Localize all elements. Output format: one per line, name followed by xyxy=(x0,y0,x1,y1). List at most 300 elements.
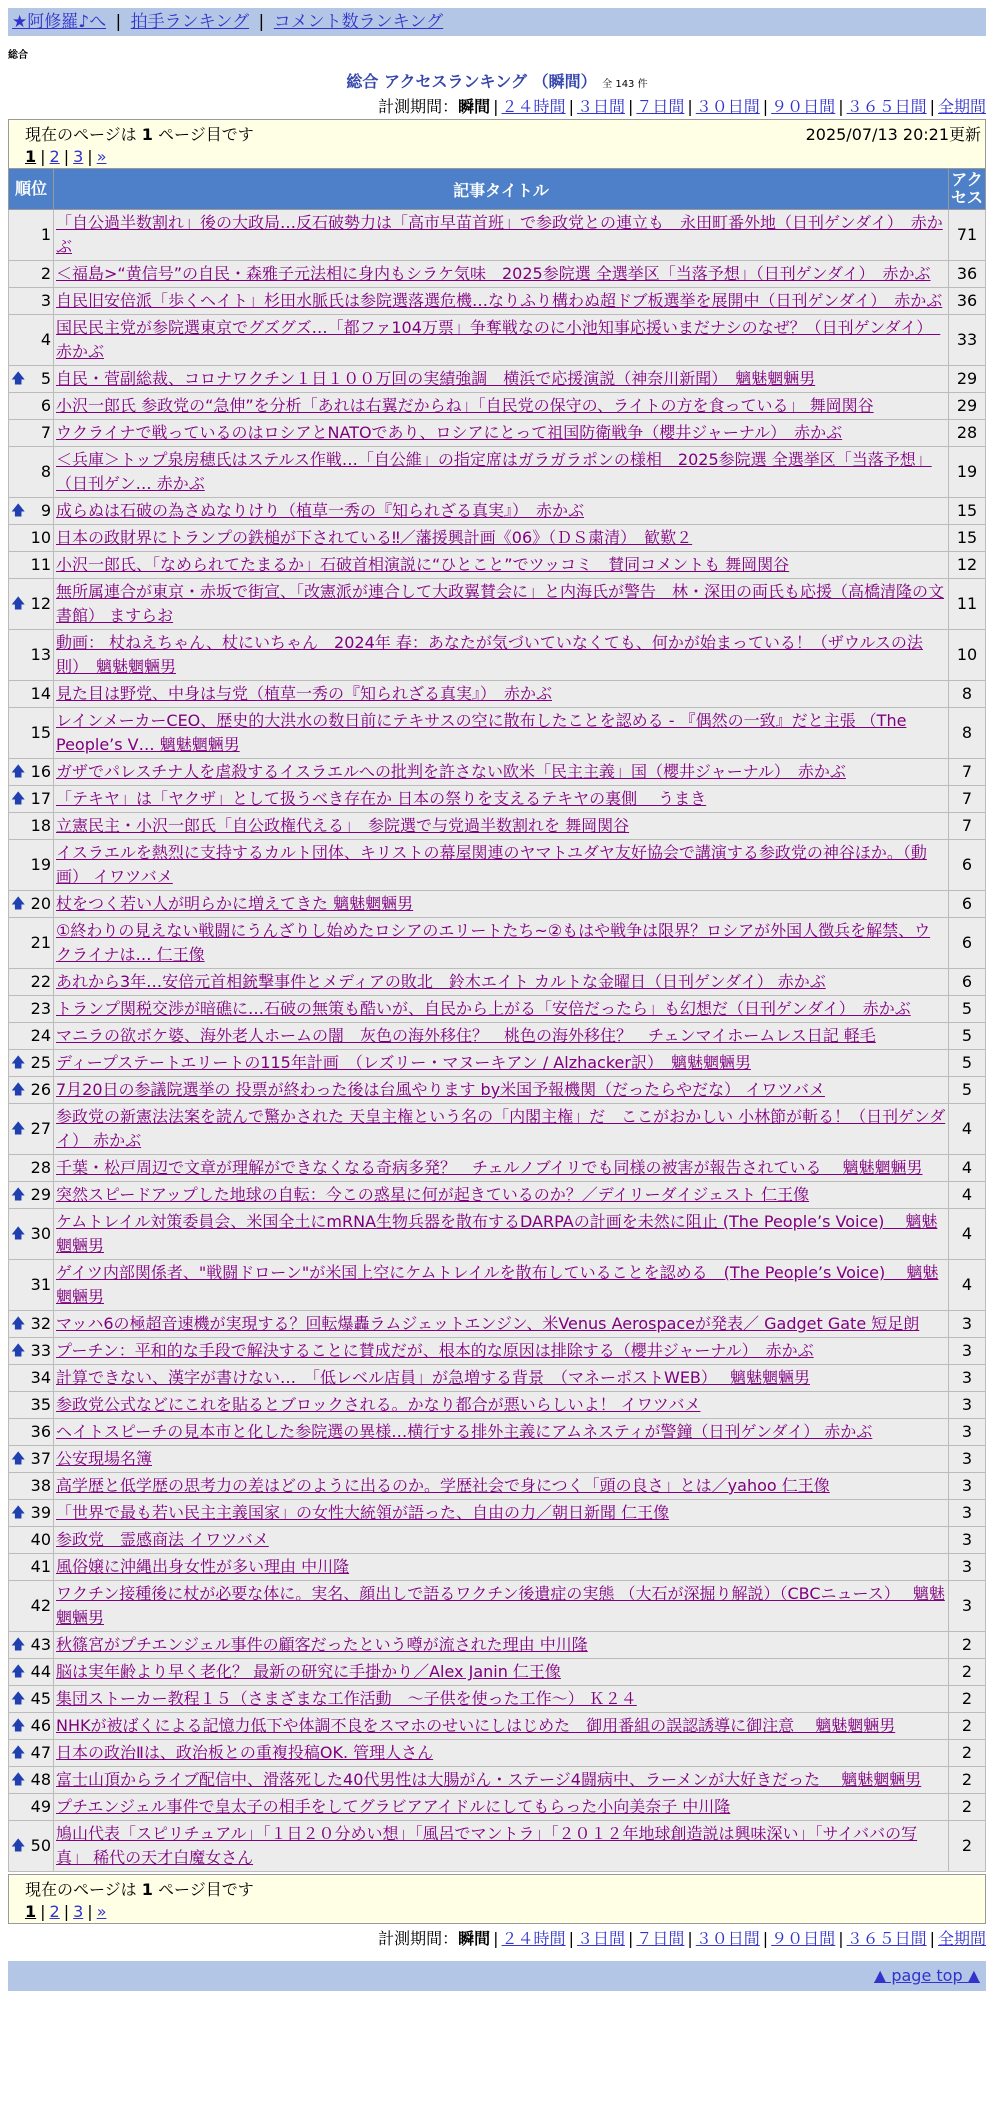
rank-up-icon: 🡅 xyxy=(11,1316,26,1332)
access-count: 2 xyxy=(949,1632,986,1659)
table-row xyxy=(9,393,986,420)
rank-cell xyxy=(9,1554,54,1581)
article-title-link[interactable]: ＜兵庫＞トップ泉房穂氏はステルス作戦…「自公維」の指定席はガラガラポンの様相 2025参院選 全選挙区「当落予想」（日刊ゲン… 赤かぶ xyxy=(56,450,932,493)
table-row xyxy=(9,1581,986,1632)
rank-cell xyxy=(9,759,54,786)
rank-number: 32 xyxy=(30,1314,51,1333)
period-separator: | xyxy=(929,97,935,116)
rank-number: 46 xyxy=(30,1716,51,1735)
page-link[interactable]: 3 xyxy=(73,147,84,166)
access-count: 28 xyxy=(949,420,986,447)
rank-cell xyxy=(9,1209,54,1260)
article-title-link[interactable]: 成らぬは石破の為さぬなりけり（植草一秀の『知られざる真実』） 赤かぶ xyxy=(56,501,585,520)
title-cell xyxy=(54,1182,949,1209)
title-cell xyxy=(54,813,949,840)
access-count: 3 xyxy=(949,1392,986,1419)
rank-up-icon: 🡅 xyxy=(11,1082,26,1098)
rank-cell xyxy=(9,1581,54,1632)
access-count: 6 xyxy=(949,969,986,996)
article-title-link[interactable]: プーチン：平和的な手段で解決することに賛成だが、根本的な原因は排除する（櫻井ジャーナル） 赤かぶ xyxy=(56,1341,814,1360)
next-page-link[interactable]: » xyxy=(96,147,107,166)
access-count: 3 xyxy=(949,1554,986,1581)
rank-number: 2 xyxy=(40,264,51,283)
article-title-link[interactable]: 集団ストーカー教程１５（さまざまな工作活動 ～子供を使った工作～） Ｋ２４ xyxy=(56,1689,637,1708)
article-title-link[interactable]: 脳は実年齢より早く老化？ 最新の研究に手掛かり／Alex Janin 仁王像 xyxy=(56,1662,561,1681)
page-top-link[interactable]: ▲ page top ▲ xyxy=(873,1966,980,1985)
rank-cell xyxy=(9,498,54,525)
title-cell xyxy=(54,1473,949,1500)
article-title-link[interactable]: ゲイツ内部関係者、"戦闘ドローン"が米国上空にケムトレイルを散布していることを認める (The People’s Voice) 魑魅魍魎男 xyxy=(56,1263,939,1306)
rank-cell xyxy=(9,1794,54,1821)
period-separator: | xyxy=(838,1929,844,1948)
table-row xyxy=(9,579,986,630)
access-count: 15 xyxy=(949,525,986,552)
title-cell xyxy=(54,1713,949,1740)
pagination xyxy=(25,147,985,166)
access-count: 6 xyxy=(949,891,986,918)
rank-number: 20 xyxy=(30,894,51,913)
access-count: 4 xyxy=(949,1209,986,1260)
rank-number: 31 xyxy=(30,1275,51,1294)
table-row xyxy=(9,1182,986,1209)
access-count: 2 xyxy=(949,1686,986,1713)
period-separator: | xyxy=(687,97,693,116)
article-title-link[interactable]: 参政党公式などにこれを貼るとブロックされる。かなり都合が悪いらしいよ！ イワツバメ xyxy=(56,1395,701,1414)
rank-cell xyxy=(9,813,54,840)
page-separator: | xyxy=(87,147,93,166)
title-cell xyxy=(54,1581,949,1632)
total-count: 全 143 件 xyxy=(602,79,648,90)
access-count: 3 xyxy=(949,1338,986,1365)
rank-up-icon: 🡅 xyxy=(11,1718,26,1734)
period-link[interactable]: ２４時間 xyxy=(501,1929,566,1948)
rank-up-icon: 🡅 xyxy=(11,371,26,387)
access-count: 11 xyxy=(949,579,986,630)
title-cell xyxy=(54,1821,949,1872)
access-count: 5 xyxy=(949,996,986,1023)
title-cell xyxy=(54,1392,949,1419)
article-title-link[interactable]: ワクチン接種後に杖が必要な体に。実名、顔出しで語るワクチン後遺症の実態 （大石が深掘り解説）（CBCニュース） 魑魅魍魎男 xyxy=(56,1584,945,1627)
access-count: 3 xyxy=(949,1527,986,1554)
rank-number: 45 xyxy=(30,1689,51,1708)
article-title-link[interactable]: 立憲民主・小沢一郎氏「自公政権代える」 参院選で与党過半数割れを 舞岡関谷 xyxy=(56,816,630,835)
article-title-link[interactable]: ①終わりの見えない戦闘にうんざりし始めたロシアのエリートたち~②もはや戦争は限界？ロシアが外国人徴兵を解禁、ウクライナは… 仁王像 xyxy=(56,921,931,964)
access-count: 7 xyxy=(949,759,986,786)
period-separator: | xyxy=(493,1929,499,1948)
rank-cell xyxy=(9,1740,54,1767)
article-title-link[interactable]: レインメーカーCEO、歴史的大洪水の数日前にテキサスの空に散布したことを認める - 『偶然の一致』だと主張 （The People’s V… 魑魅魍魎男 xyxy=(56,711,907,754)
title-cell xyxy=(54,210,949,261)
rank-number: 44 xyxy=(30,1662,51,1681)
rank-number: 9 xyxy=(40,501,51,520)
rank-number: 37 xyxy=(30,1449,51,1468)
rank-cell xyxy=(9,1077,54,1104)
article-title-link[interactable]: マッハ6の極超音速機が実現する？回転爆轟ラムジェットエンジン、米Venus Aerospaceが発表／ Gadget Gate 短足朗 xyxy=(56,1314,920,1333)
period-label: 計測期間： xyxy=(378,1929,459,1948)
article-title-link[interactable]: あれから3年…安倍元首相銃撃事件とメディアの敗北 鈴木エイト カルトな金曜日（日刊ゲンダイ） 赤かぶ xyxy=(56,972,826,991)
table-row xyxy=(9,1473,986,1500)
title-cell xyxy=(54,1686,949,1713)
table-row xyxy=(9,786,986,813)
rank-cell xyxy=(9,1767,54,1794)
access-count: 3 xyxy=(949,1311,986,1338)
rank-cell xyxy=(9,708,54,759)
article-title-link[interactable]: 風俗嬢に沖縄出身女性が多い理由 中川隆 xyxy=(56,1557,350,1576)
page-link[interactable]: 2 xyxy=(49,1902,60,1921)
article-title-link[interactable]: 日本の政財界にトランプの鉄槌が下されている‼／藩援興計画《06》（ＤＳ粛清） 歓歎２ xyxy=(56,528,693,547)
article-title-link[interactable]: 自民旧安倍派「歩くヘイト」杉田水脈氏は参院選落選危機…なりふり構わぬ超ドブ板選挙を展開中（日刊ゲンダイ） 赤かぶ xyxy=(56,291,943,310)
table-row xyxy=(9,630,986,681)
rank-cell xyxy=(9,1023,54,1050)
article-title-link[interactable]: ＜福島>“黄信号”の自民・森雅子元法相に身内もシラケ気味 2025参院選 全選挙区「当落予想」（日刊ゲンダイ） 赤かぶ xyxy=(56,264,931,283)
rank-up-icon: 🡅 xyxy=(11,1187,26,1203)
page-separator: | xyxy=(40,147,46,166)
rank-number: 33 xyxy=(30,1341,51,1360)
article-title-link[interactable]: 参政党の新憲法法案を読んで驚かされた 天皇主権という名の「内閣主権」だ ここがおかしい 小林節が斬る！（日刊ゲンダイ） 赤かぶ xyxy=(56,1107,946,1150)
table-row xyxy=(9,1365,986,1392)
rank-number: 47 xyxy=(30,1743,51,1762)
table-row xyxy=(9,1554,986,1581)
article-title-link[interactable]: 鳩山代表「スピリチュアル」「１日２０分めい想」「風呂でマントラ」「２０１２年地球創造説は興味深い」「サイババの写真」 稀代の天才白魔女さん xyxy=(56,1824,918,1867)
rank-cell xyxy=(9,630,54,681)
title-cell xyxy=(54,552,949,579)
period-link[interactable]: ９０日間 xyxy=(771,1929,836,1948)
title-cell xyxy=(54,1500,949,1527)
rank-cell xyxy=(9,1821,54,1872)
rank-cell xyxy=(9,1104,54,1155)
period-link[interactable]: ７日間 xyxy=(636,1929,685,1948)
title-cell xyxy=(54,1554,949,1581)
access-count: 36 xyxy=(949,288,986,315)
next-page-link[interactable]: » xyxy=(96,1902,107,1921)
rank-number: 30 xyxy=(30,1224,51,1243)
rank-number: 18 xyxy=(30,816,51,835)
access-count: 2 xyxy=(949,1821,986,1872)
clap-ranking-link[interactable]: 拍手ランキング xyxy=(130,12,250,32)
table-row xyxy=(9,1209,986,1260)
rank-cell xyxy=(9,420,54,447)
rank-number: 35 xyxy=(30,1395,51,1414)
rank-number: 8 xyxy=(40,462,51,481)
title-cell xyxy=(54,1446,949,1473)
article-title-link[interactable]: 見た目は野党、中身は与党（植草一秀の『知られざる真実』） 赤かぶ xyxy=(56,684,553,703)
rank-number: 16 xyxy=(30,762,51,781)
table-row xyxy=(9,813,986,840)
article-title-link[interactable]: マニラの欲ボケ婆、海外老人ホームの闇 灰色の海外移住？ 桃色の海外移住？ チェンマイホームレス日記 軽毛 xyxy=(56,1026,876,1045)
table-row xyxy=(9,1527,986,1554)
page-link[interactable]: 2 xyxy=(49,147,60,166)
period-separator: | xyxy=(687,1929,693,1948)
rank-up-icon: 🡅 xyxy=(11,791,26,807)
table-row xyxy=(9,420,986,447)
title-cell xyxy=(54,288,949,315)
rank-cell xyxy=(9,315,54,366)
article-title-link[interactable]: 「世界で最も若い民主主義国家」の女性大統領が語った、自由の力／朝日新聞 仁王像 xyxy=(56,1503,670,1522)
article-title-link[interactable]: 参政党 霊感商法 イワツバメ xyxy=(56,1530,269,1549)
current-page-text: 現在のページは 1 ページ目です xyxy=(25,1880,254,1899)
rank-cell xyxy=(9,393,54,420)
rank-cell xyxy=(9,579,54,630)
rank-cell xyxy=(9,1260,54,1311)
access-count: 3 xyxy=(949,1446,986,1473)
page-info-top xyxy=(8,119,986,168)
article-title-link[interactable]: 千葉・松戸周辺で文章が理解ができなくなる奇病多発？ チェルノブイリでも同様の被害が報告されている 魑魅魍魎男 xyxy=(56,1158,923,1177)
access-count: 19 xyxy=(949,447,986,498)
article-title-link[interactable]: 無所属連合が東京・赤坂で街宣、「改憲派が連合して大政翼賛会に」と内海氏が警告 林・深田の両氏も応援（高橋清隆の文書館） ますらお xyxy=(56,582,945,625)
period-separator: | xyxy=(929,1929,935,1948)
rank-number: 6 xyxy=(40,396,51,415)
home-link[interactable]: ★阿修羅♪へ xyxy=(12,12,107,32)
rank-number: 25 xyxy=(30,1053,51,1072)
access-count: 36 xyxy=(949,261,986,288)
article-title-link[interactable]: イスラエルを熱烈に支持するカルト団体、キリストの幕屋関連のヤマトユダヤ友好協会で講演する参政党の神谷ほか。（動画） イワツバメ xyxy=(56,843,927,886)
period-link[interactable]: ２４時間 xyxy=(501,97,566,116)
period-link[interactable]: ３６５日間 xyxy=(846,97,927,116)
access-count: 3 xyxy=(949,1581,986,1632)
rank-up-icon: 🡅 xyxy=(11,1637,26,1653)
table-row xyxy=(9,1392,986,1419)
nav-separator: | xyxy=(258,12,265,32)
access-count: 29 xyxy=(949,366,986,393)
table-row xyxy=(9,1794,986,1821)
period-link[interactable]: 全期間 xyxy=(937,1929,986,1948)
title-cell xyxy=(54,1419,949,1446)
page-title-text: 総合 アクセスランキング （瞬間） xyxy=(346,72,597,91)
access-count: 2 xyxy=(949,1659,986,1686)
rank-up-icon: 🡅 xyxy=(11,1745,26,1761)
comment-ranking-link[interactable]: コメント数ランキング xyxy=(273,12,444,32)
article-title-link[interactable]: ディープステートエリートの115年計画 （レズリー・マヌーキアン / Alzhacker訳） 魑魅魍魎男 xyxy=(56,1053,751,1072)
table-row xyxy=(9,498,986,525)
access-count: 33 xyxy=(949,315,986,366)
rank-number: 29 xyxy=(30,1185,51,1204)
title-cell xyxy=(54,840,949,891)
table-row xyxy=(9,708,986,759)
access-count: 71 xyxy=(949,210,986,261)
period-separator: | xyxy=(762,97,769,116)
table-row xyxy=(9,681,986,708)
rank-cell xyxy=(9,1365,54,1392)
period-link[interactable]: ３０日間 xyxy=(695,1929,760,1948)
table-row xyxy=(9,552,986,579)
rank-number: 13 xyxy=(30,645,51,664)
table-row xyxy=(9,1632,986,1659)
title-cell xyxy=(54,681,949,708)
rank-up-icon: 🡅 xyxy=(11,503,26,519)
article-title-link[interactable]: ガザでパレスチナ人を虐殺するイスラエルへの批判を許さない欧米「民主主義」国（櫻井ジャーナル） 赤かぶ xyxy=(56,762,846,781)
period-link[interactable]: 全期間 xyxy=(937,97,986,116)
access-count: 2 xyxy=(949,1767,986,1794)
page-separator: | xyxy=(63,147,70,166)
article-title-link[interactable]: 国民民主党が参院選東京でグズグズ…「都ファ104万票」争奪戦なのに小池知事応援いまだナシのなぜ？（日刊ゲンダイ） 赤かぶ xyxy=(56,318,941,361)
title-cell xyxy=(54,1050,949,1077)
article-title-link[interactable]: 7月20日の参議院選挙の 投票が終わった後は台風やります by米国予報機関（だったらやだな） イワツバメ xyxy=(56,1080,825,1099)
table-row xyxy=(9,1500,986,1527)
title-cell xyxy=(54,891,949,918)
rank-cell xyxy=(9,525,54,552)
article-title-link[interactable]: 動画： 杖ねえちゃん、杖にいちゃん 2024年 春：あなたが気づいていなくても、何かが始まっている！（ザウルスの法則） 魑魅魍魎男 xyxy=(56,633,923,676)
rank-cell xyxy=(9,1050,54,1077)
rank-number: 28 xyxy=(30,1158,51,1177)
rank-number: 19 xyxy=(30,855,51,874)
title-cell xyxy=(54,1659,949,1686)
article-title-link[interactable]: NHKが被ばくによる記憶力低下や体調不良をスマホのせいにしはじめた 御用番組の誤認誘導に御注意 魑魅魍魎男 xyxy=(56,1716,896,1735)
rank-number: 21 xyxy=(30,933,51,952)
rank-cell xyxy=(9,1446,54,1473)
col-count-header: アクセス xyxy=(949,169,986,210)
article-title-link[interactable]: 計算できない、漢字が書けない… 「低レベル店員」が急増する背景 （マネーポストWEB） 魑魅魍魎男 xyxy=(56,1368,810,1387)
period-link[interactable]: ３日間 xyxy=(576,1929,625,1948)
rank-cell xyxy=(9,1632,54,1659)
access-count: 5 xyxy=(949,1050,986,1077)
table-row xyxy=(9,1155,986,1182)
period-link[interactable]: ９０日間 xyxy=(771,97,836,116)
article-title-link[interactable]: 「自公過半数割れ」後の大政局…反石破勢力は「高市早苗首班」で参政党との連立も 永田町番外地（日刊ゲンダイ） 赤かぶ xyxy=(56,213,943,256)
article-title-link[interactable]: 富士山頂からライブ配信中、滑落死した40代男性は大腸がん・ステージ4闘病中、ラーメンが大好きだった 魑魅魍魎男 xyxy=(56,1770,922,1789)
page-info-bottom xyxy=(8,1874,986,1924)
period-active: 瞬間 xyxy=(458,97,491,116)
period-link[interactable]: ３日間 xyxy=(576,97,625,116)
article-title-link[interactable]: 突然スピードアップした地球の自転：今この惑星に何が起きているのか？／デイリーダイジェスト 仁王像 xyxy=(56,1185,810,1204)
rank-number: 48 xyxy=(30,1770,51,1789)
rank-cell xyxy=(9,891,54,918)
rank-cell xyxy=(9,996,54,1023)
title-cell xyxy=(54,1740,949,1767)
access-count: 4 xyxy=(949,1260,986,1311)
article-title-link[interactable]: 杖をつく若い人が明らかに増えてきた 魑魅魍魎男 xyxy=(56,894,414,913)
article-title-link[interactable]: 自民・菅副総裁、コロナワクチン１日１００万回の実績強調 横浜で応援演説（神奈川新聞） 魑魅魍魎男 xyxy=(56,369,816,388)
rank-up-icon: 🡅 xyxy=(11,1838,26,1854)
access-count: 15 xyxy=(949,498,986,525)
article-title-link[interactable]: プチエンジェル事件で皇太子の相手をしてグラビアアイドルにしてもらった小向美奈子 中川隆 xyxy=(56,1797,731,1816)
rank-cell xyxy=(9,681,54,708)
rank-number: 43 xyxy=(30,1635,51,1654)
updated-timestamp: 2025/07/13 20:21更新 xyxy=(805,125,981,144)
article-title-link[interactable]: 秋篠宮がプチエンジェル事件の顧客だったという噂が流された理由 中川隆 xyxy=(56,1635,588,1654)
access-count: 3 xyxy=(949,1365,986,1392)
table-row xyxy=(9,1446,986,1473)
page-current: 1 xyxy=(25,147,37,166)
table-row xyxy=(9,1713,986,1740)
article-title-link[interactable]: 小沢一郎氏 参政党の“急伸”を分析「あれは右翼だからね」「自民党の保守の、ライトの方を食っている」 舞岡関谷 xyxy=(56,396,874,415)
period-separator: | xyxy=(627,97,634,116)
rank-up-icon: 🡅 xyxy=(11,1451,26,1467)
rank-cell xyxy=(9,1338,54,1365)
rank-cell xyxy=(9,1473,54,1500)
article-title-link[interactable]: ヘイトスピーチの見本市と化した参院選の異様…横行する排外主義にアムネスティが警鐘（日刊ゲンダイ） 赤かぶ xyxy=(56,1422,873,1441)
table-row xyxy=(9,525,986,552)
rank-cell xyxy=(9,1686,54,1713)
rank-up-icon: 🡅 xyxy=(11,1226,26,1242)
page-separator: | xyxy=(87,1902,93,1921)
title-cell xyxy=(54,315,949,366)
rank-cell xyxy=(9,786,54,813)
rank-up-icon: 🡅 xyxy=(11,1055,26,1071)
rank-up-icon: 🡅 xyxy=(11,896,26,912)
article-title-link[interactable]: 日本の政治Ⅱは、政治板との重複投稿OK. 管理人さん xyxy=(56,1743,434,1762)
rank-cell xyxy=(9,1155,54,1182)
access-count: 12 xyxy=(949,552,986,579)
top-nav-bar xyxy=(8,8,986,36)
nav-separator: | xyxy=(115,12,122,32)
title-cell xyxy=(54,1338,949,1365)
rank-number: 3 xyxy=(40,291,51,310)
rank-number: 41 xyxy=(30,1557,51,1576)
article-title-link[interactable]: 「テキヤ」は「ヤクザ」として扱うべき存在か 日本の祭りを支えるテキヤの裏側 うまき xyxy=(56,789,707,808)
period-separator: | xyxy=(762,1929,769,1948)
period-separator: | xyxy=(493,97,499,116)
table-row xyxy=(9,1260,986,1311)
article-title-link[interactable]: ウクライナで戦っているのはロシアとNATOであり、ロシアにとって祖国防衛戦争（櫻井ジャーナル） 赤かぶ xyxy=(56,423,843,442)
article-title-link[interactable]: ケムトレイル対策委員会、米国全土にmRNA生物兵器を散布するDARPAの計画を未然に阻止 (The People’s Voice) 魑魅魍魎男 xyxy=(56,1212,938,1255)
rank-number: 4 xyxy=(40,330,51,349)
access-count: 3 xyxy=(949,1500,986,1527)
rank-number: 39 xyxy=(30,1503,51,1522)
rank-number: 23 xyxy=(30,999,51,1018)
table-row xyxy=(9,1419,986,1446)
access-count: 8 xyxy=(949,681,986,708)
article-title-link[interactable]: トランプ関税交渉が暗礁に…石破の無策も酷いが、自民から上がる「安倍だったら」も幻想だ（日刊ゲンダイ） 赤かぶ xyxy=(56,999,911,1018)
rank-up-icon: 🡅 xyxy=(11,596,26,612)
table-row xyxy=(9,1740,986,1767)
table-row xyxy=(9,1821,986,1872)
title-cell xyxy=(54,498,949,525)
rank-number: 14 xyxy=(30,684,51,703)
rank-cell xyxy=(9,1311,54,1338)
rank-number: 36 xyxy=(30,1422,51,1441)
table-row xyxy=(9,261,986,288)
period-label: 計測期間： xyxy=(378,97,459,116)
rank-number: 7 xyxy=(40,423,51,442)
article-title-link[interactable]: 公安現場名簿 xyxy=(56,1449,153,1468)
rank-number: 17 xyxy=(30,789,51,808)
period-link[interactable]: ３０日間 xyxy=(695,97,760,116)
rank-cell xyxy=(9,918,54,969)
access-count: 10 xyxy=(949,630,986,681)
table-row xyxy=(9,315,986,366)
rank-cell xyxy=(9,1392,54,1419)
table-row xyxy=(9,1659,986,1686)
rank-cell xyxy=(9,261,54,288)
page-link[interactable]: 3 xyxy=(73,1902,84,1921)
table-row xyxy=(9,1686,986,1713)
table-row xyxy=(9,759,986,786)
table-row xyxy=(9,1050,986,1077)
period-link[interactable]: ７日間 xyxy=(636,97,685,116)
article-title-link[interactable]: 高学歴と低学歴の思考力の差はどのように出るのか。学歴社会で身につく「頭の良さ」とは／yahoo 仁王像 xyxy=(56,1476,830,1495)
rank-number: 26 xyxy=(30,1080,51,1099)
rank-cell xyxy=(9,969,54,996)
article-title-link[interactable]: 小沢一郎氏、「なめられてたまるか」石破首相演説に“ひとこと”でツッコミ 賛同コメントも 舞岡関谷 xyxy=(56,555,790,574)
rank-cell xyxy=(9,1713,54,1740)
rank-cell xyxy=(9,1659,54,1686)
rank-number: 11 xyxy=(30,555,51,574)
title-cell xyxy=(54,996,949,1023)
table-row xyxy=(9,969,986,996)
title-cell xyxy=(54,630,949,681)
access-count: 4 xyxy=(949,1182,986,1209)
period-link[interactable]: ３６５日間 xyxy=(846,1929,927,1948)
rank-cell xyxy=(9,840,54,891)
title-cell xyxy=(54,1209,949,1260)
access-count: 7 xyxy=(949,813,986,840)
rank-cell xyxy=(9,1419,54,1446)
rank-number: 15 xyxy=(30,723,51,742)
rank-number: 10 xyxy=(30,528,51,547)
period-separator: | xyxy=(627,1929,634,1948)
page-current: 1 xyxy=(25,1902,37,1921)
table-row xyxy=(9,288,986,315)
